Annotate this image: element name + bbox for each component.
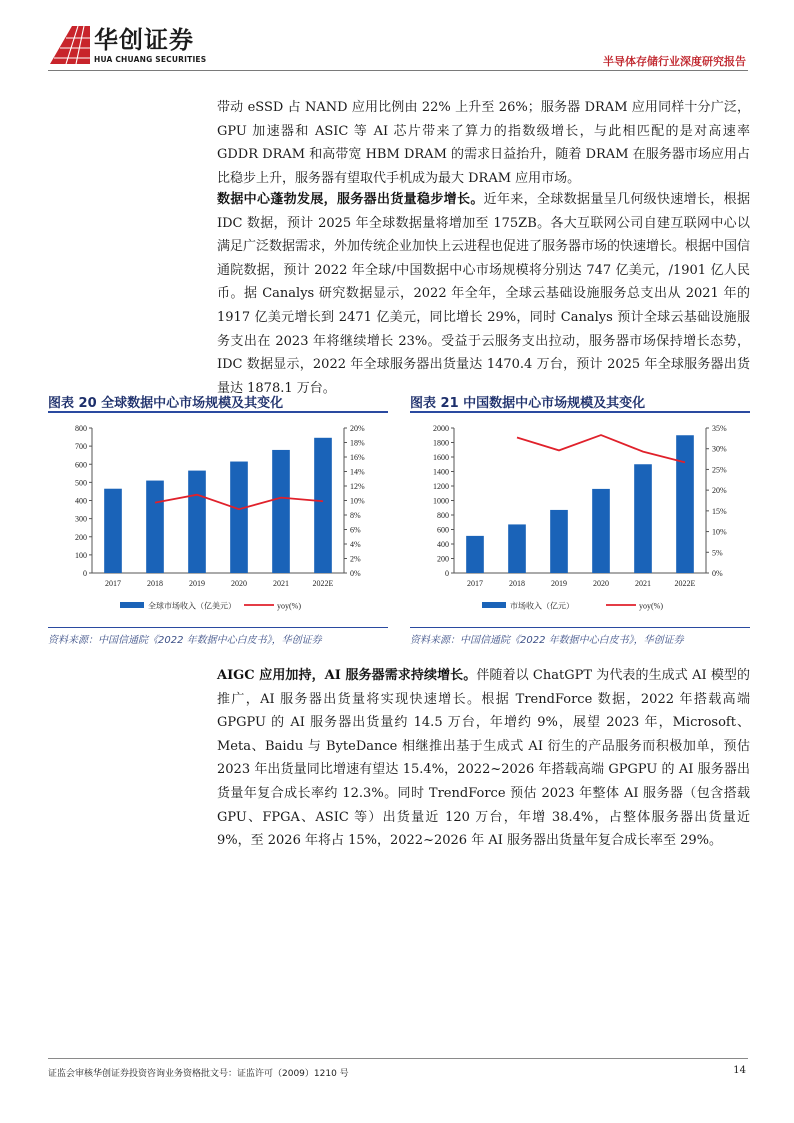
paragraph-lead: AIGC 应用加持，AI 服务器需求持续增长。 (217, 668, 477, 683)
y-tick-label: 600 (75, 460, 87, 470)
bar (634, 464, 652, 573)
x-tick-label: 2021 (635, 579, 651, 588)
legend-swatch-bar (482, 602, 506, 608)
y2-tick-label: 0% (712, 569, 723, 578)
y-tick-label: 1200 (433, 482, 449, 491)
paragraph-aigc (217, 664, 750, 853)
bar (508, 524, 526, 573)
figure-21-source: 资料来源：中国信通院《2022 年数据中心白皮书》，华创证券 (410, 635, 684, 646)
yoy-line (517, 435, 685, 462)
y-tick-label: 200 (75, 532, 87, 542)
figure-20-rule (48, 411, 388, 413)
page-number: 14 (733, 1065, 746, 1076)
y-tick-label: 400 (437, 540, 449, 549)
y-tick-label: 1000 (433, 496, 449, 506)
y-tick-label: 300 (75, 514, 87, 524)
legend-swatch-bar (120, 602, 144, 608)
figure-21-title: 图表 21 中国数据中心市场规模及其变化 (410, 396, 646, 411)
y-tick-label: 2000 (433, 424, 449, 433)
figure-20-title: 图表 20 全球数据中心市场规模及其变化 (48, 396, 284, 411)
huachuang-logo-icon (50, 26, 90, 64)
bar (592, 489, 610, 573)
paragraph-lead: 数据中心蓬勃发展，服务器出货量稳步增长。 (217, 192, 484, 207)
report-title: 半导体存储行业深度研究报告 (603, 55, 746, 68)
y-tick-label: 800 (437, 511, 449, 520)
x-tick-label: 2018 (509, 579, 525, 588)
y2-tick-label: 20% (350, 424, 365, 433)
bar (104, 489, 122, 573)
bar (314, 438, 332, 573)
y-tick-label: 1800 (433, 438, 449, 448)
y-tick-label: 1400 (433, 467, 449, 477)
x-tick-label: 2017 (467, 579, 483, 588)
paragraph-text: 近年来，全球数据量呈几何级快速增长，根据 IDC 数据，预计 2025 年全球数据量将增加至 175ZB。各大互联网公司自建互联网中心以满足广泛数据需求，外加传统企业加快上云进程也促进了服务器市场的快速增长。根据中国信通院数据，预计 2022 年全球/中国数据中心市场规模将分别达 747 亿美元，/1901 亿人民币。据 Canalys 研究数据显示，2022 年全年，全球云基础设施服务总支出从 2021 年的 1917 亿美元增长到 2471 亿美元，同比增长 29%，同时 Canalys 预计全球云基础设施服务支出在 2023 年将继续增长 23%。受益于云服务支出拉动，服务器市场保持增长态势，IDC 数据显示，2022 年全球服务器出货量达 1470.4 万台，预计 2025 年全球服务器出货量达 1878.1 万台。 (217, 192, 751, 396)
y2-tick-label: 16% (350, 453, 365, 462)
y-tick-label: 1600 (433, 453, 449, 462)
footer-text: 证监会审核华创证券投资咨询业务资格批文号：证监许可（2009）1210 号 (48, 1069, 349, 1079)
legend-label-line: yoy(%) (277, 601, 301, 611)
footer-divider (48, 1058, 748, 1059)
logo-subtext: HUA CHUANG SECURITIES (94, 55, 207, 64)
x-tick-label: 2019 (551, 579, 567, 588)
y2-tick-label: 15% (712, 506, 727, 516)
y2-tick-label: 14% (350, 467, 365, 477)
x-tick-label: 2021 (273, 579, 289, 588)
y2-tick-label: 18% (350, 438, 365, 448)
y2-tick-label: 25% (712, 465, 727, 475)
y-tick-label: 600 (437, 525, 449, 535)
x-tick-label: 2019 (189, 579, 205, 588)
y-tick-label: 500 (75, 478, 87, 488)
bar (188, 471, 206, 573)
y2-tick-label: 10% (350, 496, 365, 506)
y2-tick-label: 0% (350, 569, 361, 578)
bar (466, 536, 484, 573)
page-header (0, 0, 794, 72)
y-tick-label: 0 (445, 569, 449, 578)
figure-20-source-rule (48, 627, 388, 628)
figure-20-source: 资料来源：中国信通院《2022 年数据中心白皮书》，华创证券 (48, 635, 322, 646)
y2-tick-label: 35% (712, 424, 727, 433)
x-tick-label: 2017 (105, 579, 121, 588)
legend-label-bar: 市场收入（亿元） (510, 601, 574, 611)
x-tick-label: 2022E (312, 579, 334, 588)
figure-21-source-rule (410, 627, 750, 628)
bar (272, 450, 290, 573)
legend-label-line: yoy(%) (639, 601, 663, 611)
x-tick-label: 2018 (147, 579, 163, 588)
y2-tick-label: 2% (350, 554, 361, 564)
paragraph-text: 伴随着以 ChatGPT 为代表的生成式 AI 模型的推广，AI 服务器出货量将实现快速增长。根据 TrendForce 数据，2022 年搭载高端 GPGPU 的 AI 服务器出货量约 14.5 万台，年增约 9%，展望 2023 年，Microsoft、Meta、Baidu 与 ByteDance 相继推出基于生成式 AI 衍生的产品服务而积极加单，预估 2023 年出货量同比增速有望达 15.4%，2022~2026 年搭载高端 GPGPU 的 AI 服务器出货量年复合成长率约 12.3%。同时 TrendForce 预估 2023 年整体 AI 服务器（包含搭载 GPU、FPGA、ASIC 等）出货量近 120 万台，年增 38.4%，占整体服务器出货量近 9%，至 2026 年将占 15%，2022~2026 年 AI 服务器出货量年复合成长率至 29%。 (217, 668, 750, 849)
y-tick-label: 400 (75, 496, 87, 506)
x-tick-label: 2020 (231, 579, 247, 588)
bar (230, 462, 248, 573)
bar (676, 435, 694, 573)
y2-tick-label: 12% (350, 482, 365, 491)
y-tick-label: 800 (75, 424, 87, 433)
y2-tick-label: 20% (712, 486, 727, 496)
y-tick-label: 200 (437, 554, 449, 564)
header-divider (48, 70, 748, 71)
y-tick-label: 100 (75, 550, 87, 560)
x-tick-label: 2022E (674, 579, 696, 588)
y-tick-label: 700 (75, 442, 87, 452)
y2-tick-label: 30% (712, 444, 727, 454)
y2-tick-label: 4% (350, 540, 361, 549)
y2-tick-label: 5% (712, 548, 723, 558)
legend-label-bar: 全球市场收入（亿美元） (148, 601, 236, 611)
paragraph-datacenter (217, 188, 750, 400)
bar (550, 510, 568, 573)
y2-tick-label: 8% (350, 511, 361, 520)
paragraph-dram (217, 96, 750, 190)
y2-tick-label: 6% (350, 525, 361, 535)
figure-21-chart (410, 418, 750, 623)
paragraph-text: 带动 eSSD 占 NAND 应用比例由 22% 上升至 26%；服务器 DRAM 应用同样十分广泛，GPU 加速器和 ASIC 等 AI 芯片带来了算力的指数级增长，与此相匹配的是对高速率 GDDR DRAM 和高带宽 HBM DRAM 的需求日益抬升，随着 DRAM 在服务器市场应用占比稳步上升，服务器有望取代手机成为最大 DRAM 应用市场。 (217, 100, 750, 186)
y-tick-label: 0 (83, 569, 87, 578)
y2-tick-label: 10% (712, 527, 727, 537)
figure-21-rule (410, 411, 750, 413)
bar (146, 481, 164, 573)
figure-20-chart (48, 418, 388, 623)
x-tick-label: 2020 (593, 579, 609, 588)
logo-text: 华创证券 (94, 26, 194, 54)
